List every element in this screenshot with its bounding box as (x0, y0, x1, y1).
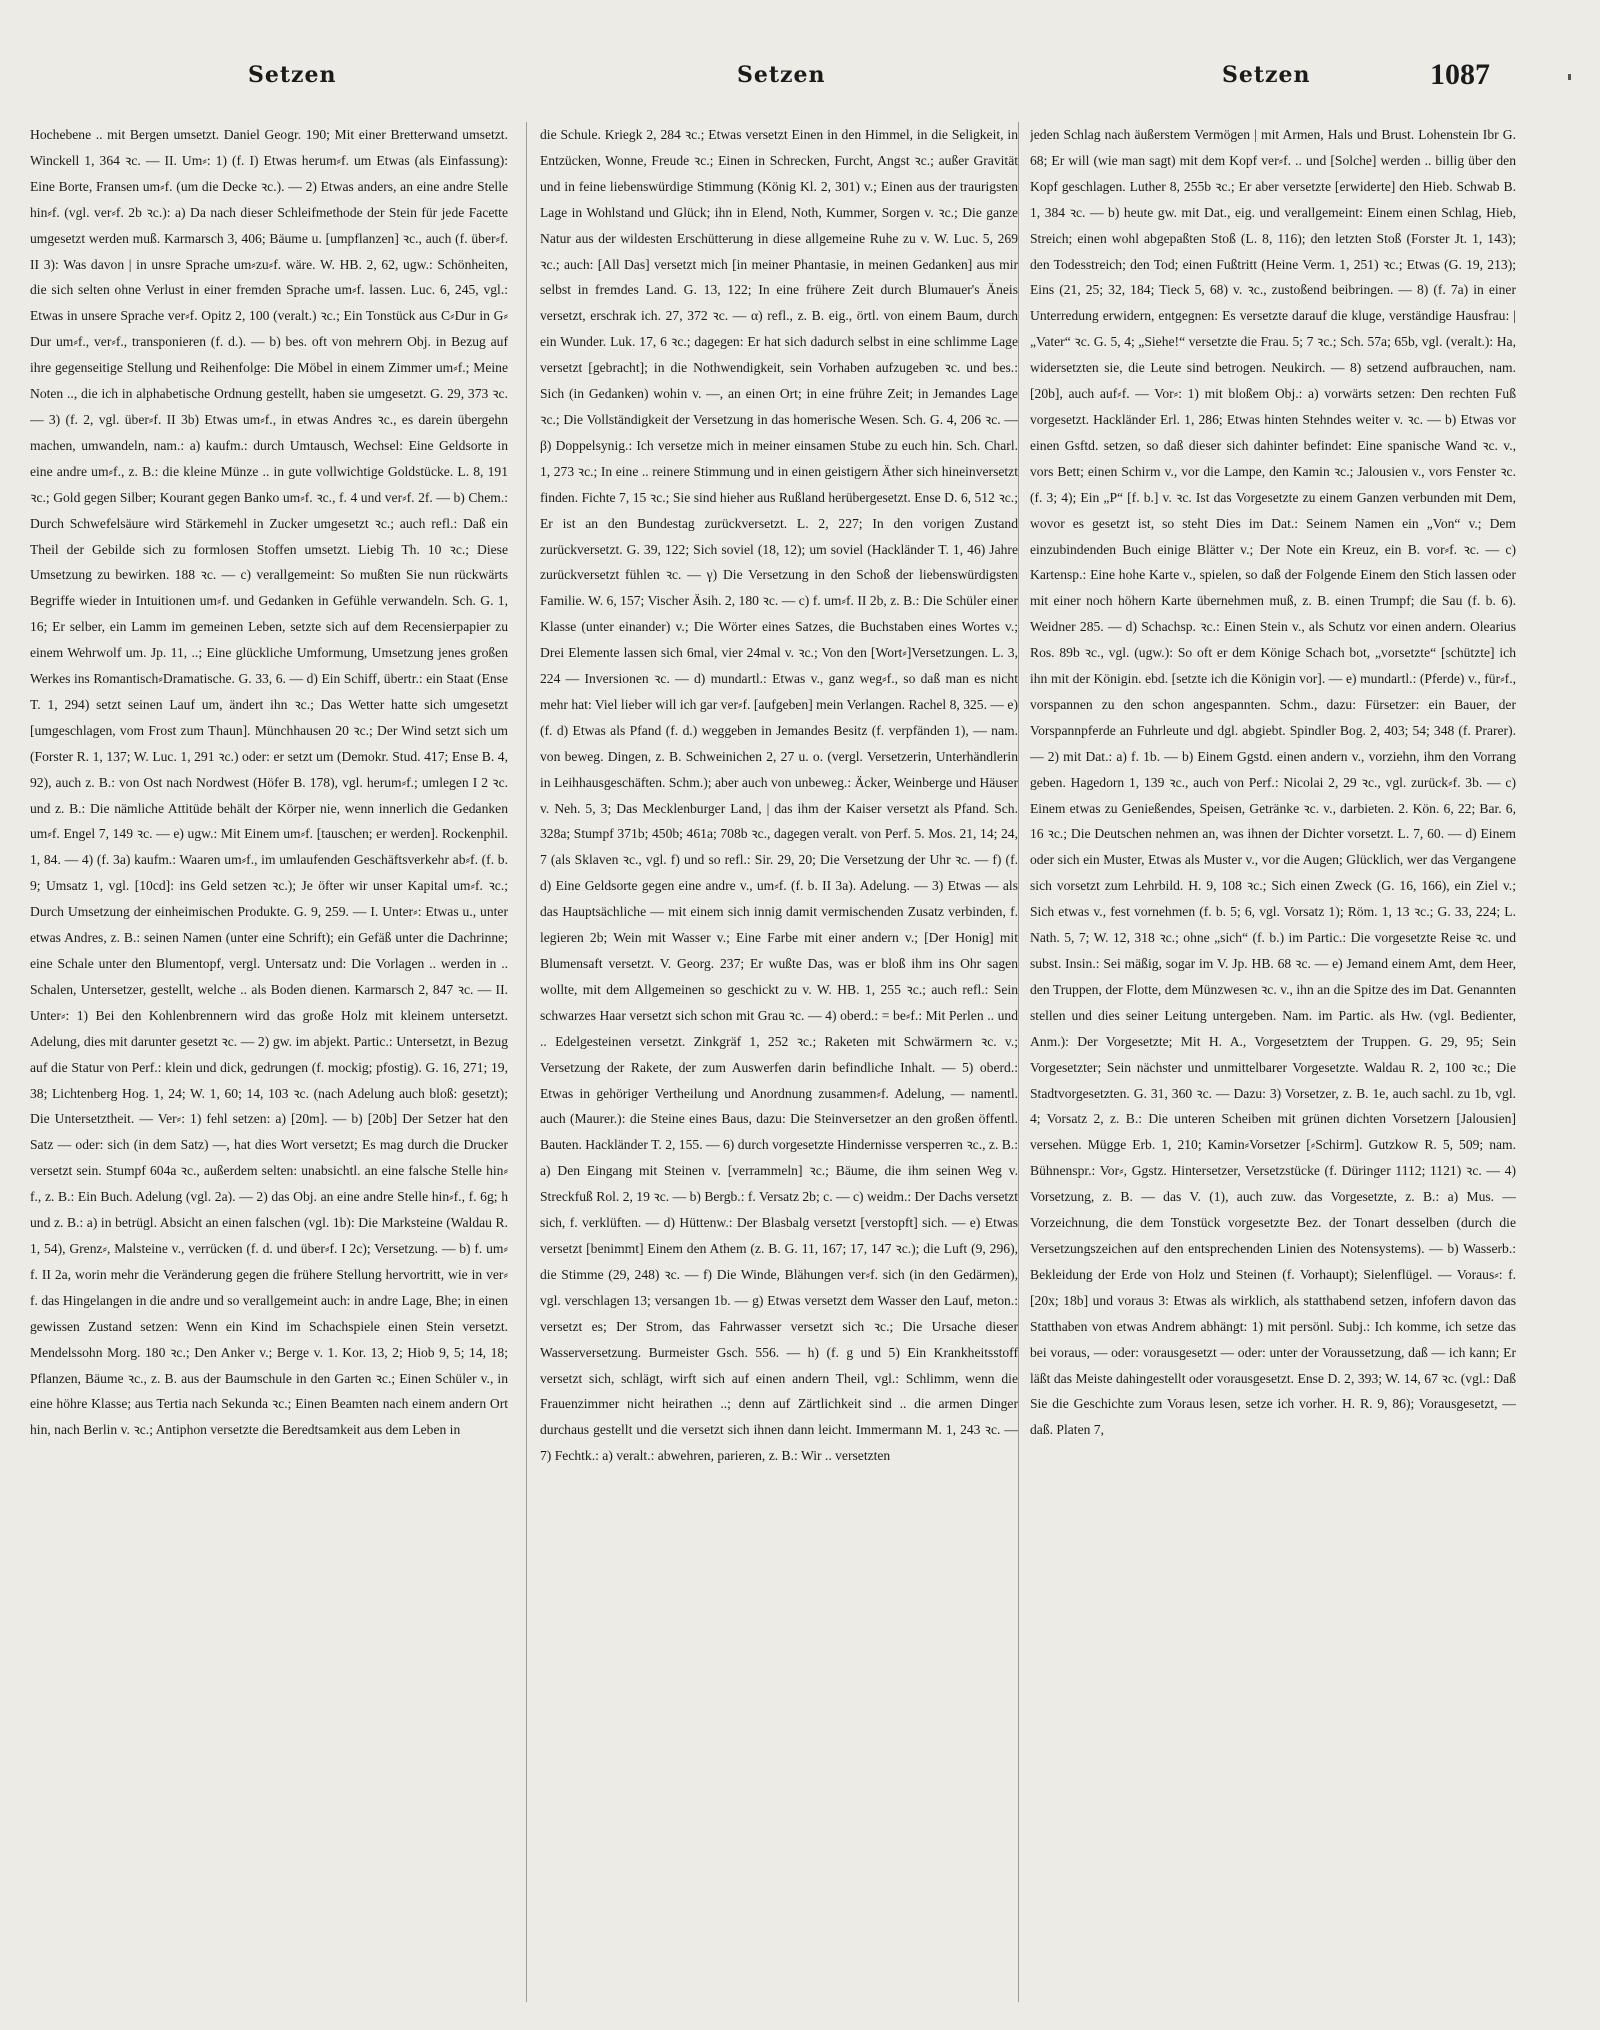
column-1-text: Hochebene .. mit Bergen umsetzt. Daniel Geogr. 190; Mit einer Bretterwand umsetzt. Winckell 1, 364 ꝛc. — II. Um⸗: 1) (f. I) Etwas herum⸗f. um Etwas (als Einfassung): Eine Borte, Fransen um⸗f. (um die Decke ꝛc.). — 2) Etwas anders, an eine andre Stelle hin⸗f. (vgl. ver⸗f. 2b ꝛc.): a) Da nach dieser Schleifmethode der Stein für jede Facette umgesetzt werden muß. Karmarsch 3, 406; Bäume u. [umpflanzen] ꝛc., auch (f. über⸗f. II 3): Was davon | in unsre Sprache um⸗zu⸗f. wäre. W. HB. 2, 62, ugw.: Schönheiten, die sich selten ohne Verlust in einer fremden Sprache um⸗f. lassen. Luc. 6, 245, vgl.: Etwas in unsere Sprache ver⸗f. Opitz 2, 100 (veralt.) ꝛc.; Ein Tonstück aus C⸗Dur in G⸗Dur um⸗f., ver⸗f., transponieren (f. d.). — b) bes. oft von mehrern Obj. in Bezug auf ihre gegenseitige Stellung und Reihenfolge: Die Möbel in einem Zimmer um⸗f.; Meine Noten .., die ich in alphabetische Ordnung gestellt, haben sie umgesetzt. G. 29, 373 ꝛc. — 3) (f. 2, vgl. über⸗f. II 3b) Etwas um⸗f., in etwas Andres ꝛc., es darein übergehn machen, umwandeln, nam.: a) kaufm.: durch Umtausch, Wechsel: Eine Geldsorte in eine andre um⸗f., z. B.: die kleine Münze .. in gute vollwichtige Goldstücke. L. 8, 191 ꝛc.; Gold gegen Silber; Kourant gegen Banko um⸗f. ꝛc., f. 4 und ver⸗f. 2f. — b) Chem.: Durch Schwefelsäure wird Stärkemehl in Zucker umgesetzt ꝛc.; auch refl.: Daß ein Theil der Gebilde sich zu formlosen Stoffen umsetzt. Liebig Th. 10 ꝛc.; Diese Umsetzung zu bewirken. 188 ꝛc. — c) verallgemeint: So mußten Sie nun rückwärts Begriffe wieder in Intuitionen um⸗f. und Gedanken in Gefühle verwandeln. Sch. G. 1, 16; Er selber, ein Lamm im gemeinen Leben, setzte sich auf dem Recensierpapier zu einem Wehrwolf um. Jp. 11, ..; Eine glückliche Umformung, Umsetzung jenes großen Werkes ins Romantisch⸗Dramatische. G. 33, 6. — d) Ein Schiff, übertr.: ein Staat (Ense T. 1, 294) setzt seinen Lauf um, ändert ihn ꝛc.; Das Wetter hatte sich umgesetzt [umgeschlagen, vom Frost zum Thaun]. Münchhausen 20 ꝛc.; Der Wind setzt sich um (Forster R. 1, 137; W. Luc. 1, 291 ꝛc.) oder: er setzt um (Demokr. Stud. 417; Ense B. 4, 92), auch z. B.: von Ost nach Nordwest (Höfer B. 178), vgl. herum⸗f.; umlegen I 2 ꝛc. und z. B.: Die nämliche Attitüde behält der Körper nie, wenn innerlich die Gedanken um⸗f. Engel 7, 149 ꝛc. — e) ugw.: Mit Einem um⸗f. [tauschen; er werden]. Rockenphil. 1, 84. — 4) (f. 3a) kaufm.: Waaren um⸗f., im umlaufenden Geschäftsverkehr ab⸗f. (f. b. 9; Umsatz 1, vgl. [10cd]: ins Geld setzen ꝛc.); Je öfter wir unser Kapital um⸗f. ꝛc.; Durch Umsetzung der einheimischen Produkte. G. 9, 259. — I. Unter⸗: Etwas u., unter etwas Andres, z. B.: seinen Namen (unter eine Schrift); ein Gefäß unter die Dachrinne; eine Schale unter den Blumentopf, vergl. Untersatz und: Die Vorlagen .. werden in .. Schalen, Untersetzer, gestellt, welche .. als Boden dienen. Karmarsch 2, 847 ꝛc. — II. Unter⸗: 1) Bei den Kohlenbrennern wird das große Holz mit kleinem untersetzt. Adelung, dies mit darunter gesetzt ꝛc. — 2) gw. im abjekt. Partic.: Untersetzt, in Bezug auf die Statur von Perf.: klein und dick, gedrungen (f. mockig; pfostig). G. 16, 271; 19, 38; Lichtenberg Hog. 1, 24; W. 1, 60; 14, 103 ꝛc. (nach Adelung auch bloß: gesetzt); Die Untersetztheit. — Ver⸗: 1) fehl setzen: a) [20m]. — b) [20b] Der Setzer hat den Satz — oder: sich (in dem Satz) —, hat dies Wort versetzt; Es mag durch die Drucker versetzt sein. Stumpf 604a ꝛc., außerdem selten: unabsichtl. an eine falsche Stelle hin⸗f., z. B.: Ein Buch. Adelung (vgl. 2a). — 2) das Obj. an eine andre Stelle hin⸗f., f. 6g; h und z. B.: a) in betrügl. Absicht an einen falschen (vgl. 1b): Die Marksteine (Waldau R. 1, 54), Grenz⸗, Malsteine v., verrücken (f. d. und über⸗f. I 2c); Versetzung. — b) f. um⸗f. II 2a, worin mehr die Veränderung gegen die frühere Stellung hervortritt, wie in ver⸗f. das Hingelangen in die andre und so verallgemeint auch: in andre Lage, Bhe; in einen gewissen Zustand setzen: Wenn ein Kind im Schachspiele einen Stein versetzt. Mendelssohn Morg. 180 ꝛc.; Den Anker v.; Berge v. 1. Kor. 13, 2; Hiob 9, 5; 14, 18; Pflanzen, Bäume ꝛc., z. B. aus der Baumschule in den Garten ꝛc.; Einen Schüler v., in eine höhre Klasse; aus Tertia nach Sekunda ꝛc.; Einen Beamten nach einem andern Ort hin, nach Berlin v. ꝛc.; Antiphon versetzte die Beredtsamkeit aus dem Leben in (30, 127, 508, 1438)
text-columns (0, 122, 1600, 2002)
column-2-text: die Schule. Kriegk 2, 284 ꝛc.; Etwas versetzt Einen in den Himmel, in die Seligkeit, in Entzücken, Wonne, Freude ꝛc.; Einen in Schrecken, Furcht, Angst ꝛc.; außer Gravität und in feine liebenswürdige Stimmung (König Kl. 2, 301) v.; Einen aus der traurigsten Lage in Wohlstand und Glück; ihn in Elend, Noth, Kummer, Sorgen v. ꝛc.; Die ganze Natur aus der wildesten Erschütterung in diese allgemeine Ruhe zu v. W. Luc. 5, 269 ꝛc.; auch: [All Das] versetzt mich [in meiner Phantasie, in meinen Gedanken] aus mir selbst in fremdes Land. G. 13, 122; In eine frühere Zeit durch Blumauer's Äneis versetzt, erschrak ich. 27, 372 ꝛc. — α) refl., z. B. eig., örtl. von einem Baum, durch ein Wunder. Luk. 17, 6 ꝛc.; dagegen: Er hat sich dadurch selbst in eine schlimme Lage versetzt [gebracht]; in die Nothwendigkeit, sein Vorhaben aufzugeben ꝛc. und bes.: Sich (in Gedanken) wohin v. —, an einen Ort; in eine frühre Zeit; in Jemandes Lage ꝛc.; Die Vollständigkeit der Versetzung in das homerische Wesen. Sch. G. 4, 206 ꝛc. — β) Doppelsynig.: Ich versetze mich in meiner einsamen Stube zu euch hin. Sch. Charl. 1, 273 ꝛc.; In eine .. reinere Stimmung und in einen geistigern Äther sich hineinversetzt finden. Fichte 7, 15 ꝛc.; Sie sind hieher aus Rußland herübergesetzt. Ense D. 6, 512 ꝛc.; Er ist an den Bundestag zurückversetzt. L. 2, 227; In den vorigen Zustand zurückversetzt. G. 39, 122; Sich soviel (18, 12); um soviel (Hackländer T. 1, 46) Jahre zurückversetzt fühlen ꝛc. — γ) Die Versetzung in den Schoß der liebenswürdigsten Familie. W. 6, 157; Vischer Äsih. 2, 180 ꝛc. — c) f. um⸗f. II 2b, z. B.: Die Schüler einer Klasse (unter einander) v.; Die Wörter eines Satzes, die Buchstaben eines Wortes v.; Drei Elemente lassen sich 6mal, vier 24mal v. ꝛc.; Von den [Wort⸗]Versetzungen. L. 3, 224 — Inversionen ꝛc. — d) mundartl.: Etwas v., ganz weg⸗f., so daß man es nicht mehr hat: Viel lieber will ich gar ver⸗f. [aufgeben] mein Verlangen. Rachel 8, 325. — e) (f. d) Etwas als Pfand (f. d.) weggeben in Jemandes Besitz (f. verpfänden 1), — nam. von beweg. Dingen, z. B. Schweinichen 2, 27 u. o. (vergl. Versetzerin, Unterhändlerin in Leihhausgeschäften. Schm.); aber auch von unbeweg.: Äcker, Weinberge und Häuser v. Neh. 5, 3; Das Mecklenburger Land, | das ihm der Kaiser versetzt als Pfand. Sch. 328a; Stumpf 371b; 450b; 461a; 708b ꝛc., dagegen veralt. von Perf. 5. Mos. 21, 14; 24, 7 (als Sklaven ꝛc., vgl. f) und so refl.: Sir. 29, 20; Die Versetzung der Uhr ꝛc. — f) (f. d) Eine Geldsorte gegen eine andre v., um⸗f. (f. b. II 3a). Adelung. — 3) Etwas — als das Hauptsächliche — mit einem sich innig damit vermischenden Zusatz verbinden, f. legieren 2b; Wein mit Wasser v.; Eine Farbe mit einer andern v.; [Der Honig] mit Blumensaft versetzt. V. Georg. 237; Er wußte Das, was er bloß ihm ins Ohr sagen wollte, mit dem Allgemeinen so geschickt zu v. W. HB. 1, 255 ꝛc.; auch refl.: Sein schwarzes Haar versetzt sich schon mit Grau ꝛc. — 4) oberd.: = be⸗f.: Mit Perlen .. und .. Edelgesteinen versetzt. Zinkgräf 1, 252 ꝛc.; Raketen mit Schwärmern ꝛc. v.; Versetzung der Rakete, der zum Auswerfen darin befindliche Inhalt. — 5) oberd.: Etwas in gehöriger Vertheilung und Anordnung zusammen⸗f. Adelung, — namentl. auch (Maurer.): die Steine eines Baus, dazu: Die Steinversetzer an den großen öffentl. Bauten. Hackländer T. 2, 155. — 6) durch vorgesetzte Hindernisse versperren ꝛc., z. B.: a) Den Eingang mit Steinen v. [verrammeln] ꝛc.; Bäume, die ihm seinen Weg v. Streckfuß Rol. 2, 19 ꝛc. — b) Bergb.: f. Versatz 2b; c. — c) weidm.: Der Dachs versetzt sich, f. verklüften. — d) Hüttenw.: Der Blasbalg versetzt [verstopft] sich. — e) Etwas versetzt [benimmt] Einem den Athem (z. B. G. 11, 167; 17, 147 ꝛc.); die Luft (9, 296), die Stimme (29, 248) ꝛc. — f) Die Winde, Blähungen ver⸗f. sich (in den Gedärmen), vgl. verschlagen 13; versangen 1b. — g) Etwas versetzt dem Wasser den Lauf, meton.: versetzt es; Der Strom, das Fahrwasser versetzt sich ꝛc.; Die Ursache dieser Wasserversetzung. Burmeister Gsch. 556. — h) (f. g und 5) Ein Krankheitsstoff versetzt sich, schlägt, wirft sich auf einen andern Theil, vgl.: Schlimm, wenn die Frauenzimmer nicht heirathen ..; denn auf Zärtlichkeit sind .. die armen Dinger durchaus gestellt und die versetzt sich ihnen dann leicht. Immermann M. 1, 243 ꝛc. — 7) Fechtk.: a) veralt.: abwehren, parieren, z. B.: Wir .. versetzten (540, 127, 1018, 1464)
header-headword-left: Setzen (248, 62, 337, 88)
header-headword-middle: Setzen (737, 62, 826, 88)
running-header (0, 58, 1600, 102)
text-column-3 (1030, 122, 1516, 2002)
text-column-2 (540, 122, 1018, 2002)
column-3-text: jeden Schlag nach äußerstem Vermögen | mit Armen, Hals und Brust. Lohenstein Ibr G. 68; Er will (wie man sagt) mit dem Kopf ver⸗f. .. und [Solche] werden .. billig über den Kopf geschlagen. Luther 8, 255b ꝛc.; Er aber versetzte [erwiderte] den Hieb. Schwab B. 1, 384 ꝛc. — b) heute gw. mit Dat., eig. und verallgemeint: Einem einen Schlag, Hieb, Streich; einen wohl abgepaßten Stoß (L. 8, 116); den letzten Stoß (Forster Jt. 1, 143); den Todesstreich; den Tod; einen Fußtritt (Heine Verm. 1, 251) ꝛc.; Etwas (G. 19, 213); Eins (21, 25; 32, 184; Tieck 5, 68) v. ꝛc., zustoßend beibringen. — 8) (f. 7a) in einer Unterredung erwidern, entgegnen: Es versetzte darauf die kluge, verständige Hausfrau: | „Vater“ ꝛc. G. 5, 4; „Siehe!“ versetzte die Frau. 5; 7 ꝛc.; Sch. 57a; 65b, vgl. (veralt.): Ha, widersetzten sie, die Leute sind betrogen. Neukirch. — 8) setzend aufbrauchen, nam. [20b], auch auf⸗f. — Vor⸗: 1) mit bloßem Obj.: a) vorwärts setzen: Den rechten Fuß vorgesetzt. Hackländer Erl. 1, 286; Etwas hinten Stehndes weiter v. ꝛc. — b) Etwas vor einen Gsftd. setzen, so daß dieser sich dahinter befindet: Eine spanische Wand ꝛc. v., vors Bett; einen Schirm v., vor die Lampe, den Kamin ꝛc.; Jalousien v., vors Fenster ꝛc. (f. 3; 4); Ein „P“ [f. b.] v. ꝛc. Ist das Vorgesetzte zu einem Ganzen verbunden mit Dem, wovor es gesetzt ist, so steht Dies im Dat.: Seinem Namen ein „Von“ v.; Dem einzubindenden Buch einige Blätter v.; Der Note ein Kreuz, ein B. vor⸗f. ꝛc. — c) Kartensp.: Eine hohe Karte v., spielen, so daß der Folgende Einem den Stich lassen oder mit einer noch höhern Karte übernehmen muß, z. B. einen Trumpf; die Sau (f. b. 6). Weidner 285. — d) Schachsp. ꝛc.: Einen Stein v., als Schutz vor einen andern. Olearius Ros. 89b ꝛc., vgl. (ugw.): So oft er dem Könige Schach bot, „vorsetzte“ [schützte] ich ihn mit der Königin. ebd. [setzte ich die Königin vor]. — e) mundartl.: (Pferde) v., für⸗f., vorspannen zu den schon angespannten. Schm., dazu: Fürsetzer: ein Bauer, der Vorspannpferde an Fuhrleute und dgl. abgiebt. Spindler Bog. 2, 403; 54; 348 (f. Prarer). — 2) mit Dat.: a) f. 1b. — b) Einem Ggstd. einen andern v., vorziehn, ihm den Vorrang geben. Hagedorn 1, 139 ꝛc., auch von Perf.: Nicolai 2, 29 ꝛc., vgl. zurück⸗f. 3b. — c) Einem etwas zu Genießendes, Speisen, Getränke ꝛc. v., darbieten. 2. Kön. 6, 22; Bar. 6, 16 ꝛc.; Die Deutschen nehmen an, was ihnen der Dichter vorsetzt. L. 7, 60. — d) Einem oder sich ein Muster, Etwas als Muster v., vor die Augen; Glücklich, wer das Vergangene sich vorsetzt zum Lehrbild. H. 9, 108 ꝛc.; Sich einen Zweck (G. 16, 166), ein Ziel v.; Sich etwas v., fest vornehmen (f. b. 5; 6, vgl. Vorsatz 1); Röm. 1, 13 ꝛc.; G. 33, 224; L. Nath. 5, 7; W. 12, 318 ꝛc.; ohne „sich“ (f. b.) im Partic.: Die vorgesetzte Reise ꝛc. und subst. Insin.: Sei mäßig, sogar im V. Jp. HB. 68 ꝛc. — e) Jemand einem Amt, dem Heer, den Truppen, der Flotte, dem Münzwesen ꝛc. v., ihn an die Spitze des im Dat. Genannten stellen und dies seiner Leitung untergeben. Nam. im Partic. als Hw. (vgl. Bedienter, Anm.): Der Vorgesetzte; Mit H. A., Vorgesetztem der Truppen. G. 29, 95; Sein Vorgesetzter; Sein nächster und unmittelbarer Vorgesetzte. Waldau R. 2, 100 ꝛc.; Die Stadtvorgesetzten. G. 31, 360 ꝛc. — Dazu: 3) Vorsetzer, z. B. 1e, auch sachl. zu 1b, vgl. 4; Vorsatz 2, z. B.: Die unteren Scheiben mit grünen dichten Vorsetzern [Jalousien] versehen. Mügge Erb. 1, 210; Kamin⸗Vorsetzer [⸗Schirm]. Gutzkow R. 5, 509; nam. Bühnenspr.: Vor⸗, Ggstz. Hintersetzer, Versetzstücke (f. Düringer 1112; 1121) ꝛc. — 4) Vorsetzung, z. B. — das V. (1), auch zuw. das Vorgesetzte, z. B.: a) Mus. — Vorzeichnung, die dem Tonstück vorgesetzte Bez. der Tonart desselben (durch die Versetzungszeichen auf den entsprechenden Linien des Notensystems). — b) Wasserb.: Bekleidung der Erde von Holz und Steinen (f. Vorhaupt); Sielenflügel. — Voraus⸗: f. [20x; 18b] und voraus 3: Etwas als wirklich, als statthabend setzen, infofern davon das Statthaben von etwas Andrem abhängt: 1) mit persönl. Subj.: Ich komme, ich setze das bei voraus, — oder: vorausgesetzt — oder: unter der Voraussetzung, daß — ich kann; Er läßt das Meiste dahingestellt oder vorausgesetzt. Ense D. 2, 393; W. 14, 67 ꝛc. (vgl.: Daß Sie die Geschichte zum Voraus lesen, setze ich vorher. H. R. 9, 86); Vorausgesetzt, — daß. Platen 7, (1030, 127, 1516, 1438)
header-headword-right: Setzen (1222, 62, 1311, 88)
page-number: 1087 (1430, 58, 1490, 91)
margin-mark (1568, 74, 1571, 80)
text-column-1 (30, 122, 508, 2002)
